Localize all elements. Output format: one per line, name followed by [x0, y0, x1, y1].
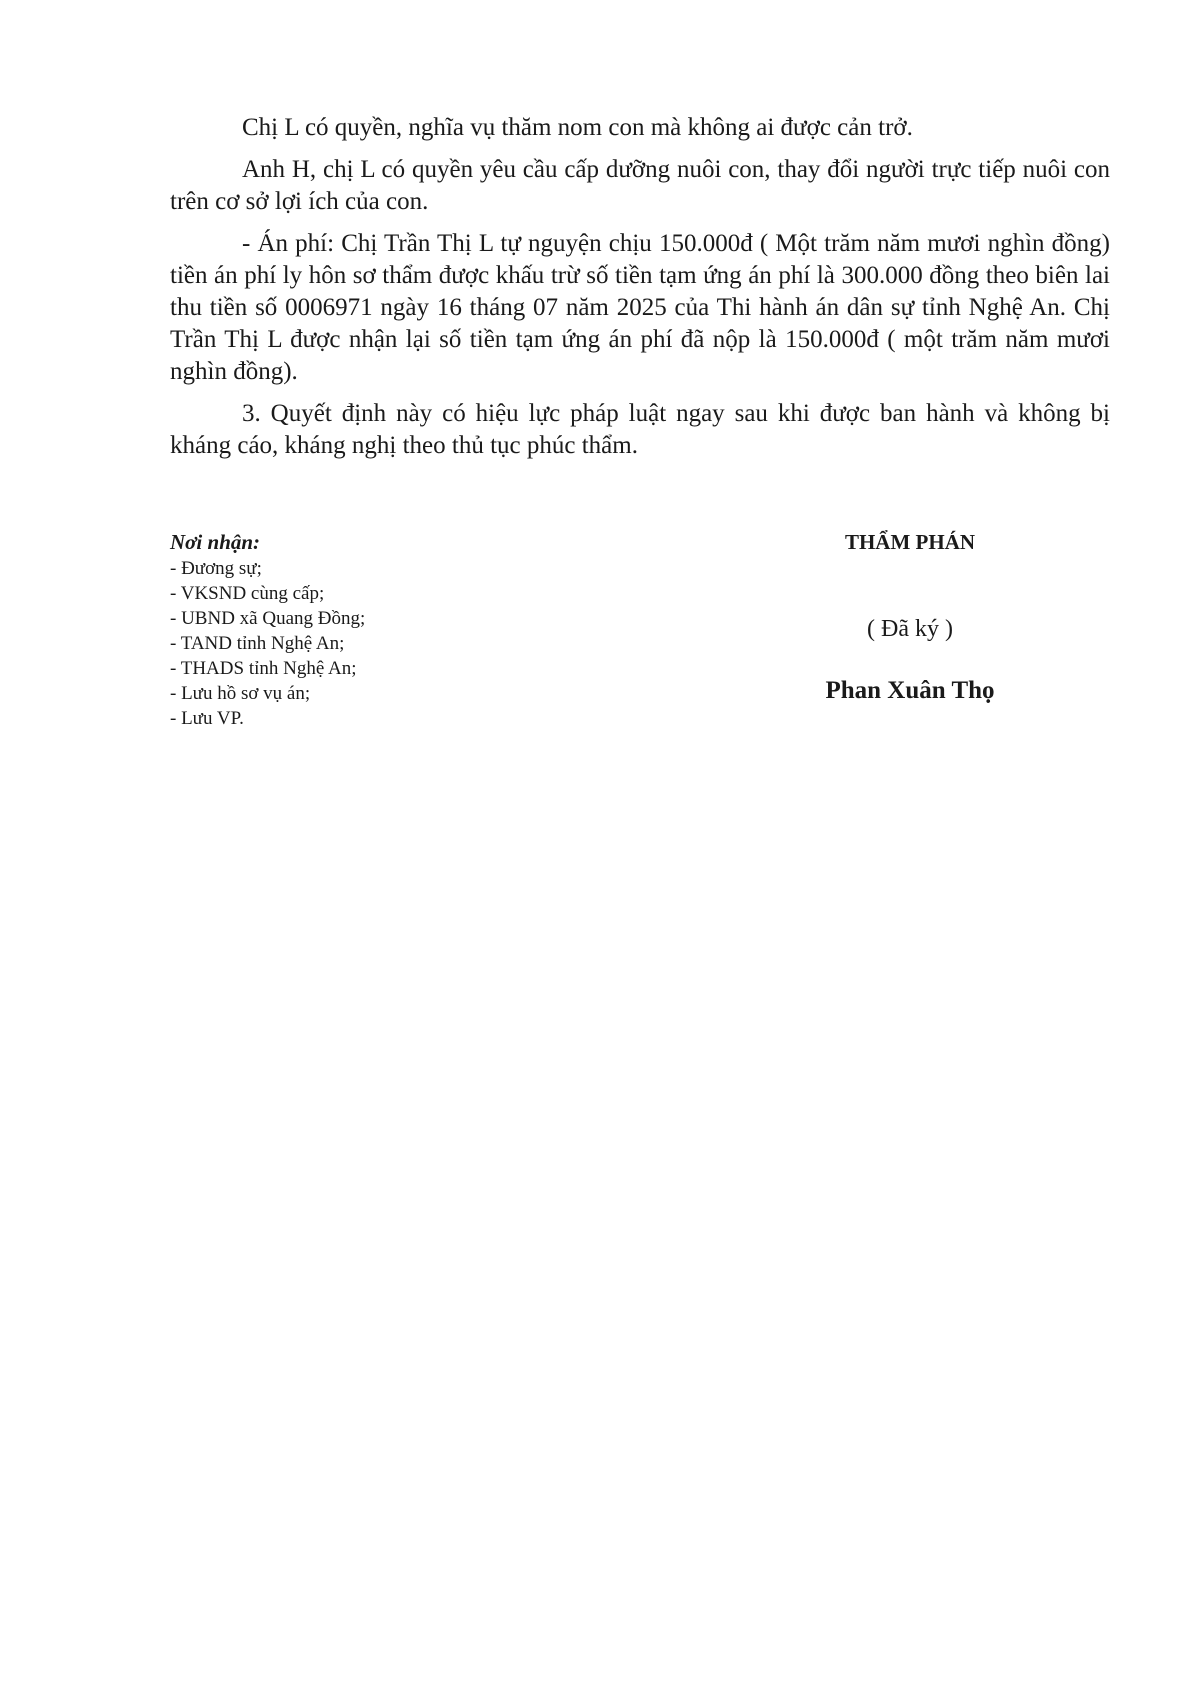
paragraph-visitation-right: Chị L có quyền, nghĩa vụ thăm nom con mà không ai được cản trở. [242, 114, 913, 141]
recipient-item: - Lưu VP. [170, 708, 244, 729]
recipients-title: Nơi nhận: [170, 530, 261, 554]
recipients-block [170, 528, 590, 731]
recipient-item: - VKSND cùng cấp; [170, 583, 325, 604]
recipient-item: - Đương sự; [170, 558, 262, 579]
recipient-item: - THADS tỉnh Nghệ An; [170, 658, 357, 679]
signature-block [760, 528, 1060, 706]
signer-name: Phan Xuân Thọ [825, 677, 995, 704]
paragraph-court-fee: - Án phí: Chị Trần Thị L tự nguyện chịu 150.000đ ( Một trăm năm mươi nghìn đồng) tiền án phí ly hôn sơ thẩm được khấu trừ số tiền tạm ứng án phí là 300.000 đồng theo biên lai thu tiền số 0006971 ngày 16 tháng 07 năm 2025 của Thi hành án dân sự tỉnh Nghệ An. Chị Trần Thị L được nhận lại số tiền tạm ứng án phí đã nộp là 150.000đ ( một trăm năm mươi nghìn đồng). [170, 230, 1110, 385]
signed-status: ( Đã ký ) [867, 616, 953, 642]
recipient-item: - UBND xã Quang Đồng; [170, 608, 366, 629]
paragraph-child-support: Anh H, chị L có quyền yêu cầu cấp dưỡng nuôi con, thay đổi người trực tiếp nuôi con trên cơ sở lợi ích của con. [170, 156, 1110, 215]
recipients-list [170, 556, 590, 731]
recipient-item: - Lưu hồ sơ vụ án; [170, 683, 311, 704]
recipient-item: - TAND tỉnh Nghệ An; [170, 633, 345, 654]
decision-body [170, 112, 1110, 472]
paragraph-effectiveness: 3. Quyết định này có hiệu lực pháp luật ngay sau khi được ban hành và không bị kháng cáo, kháng nghị theo thủ tục phúc thẩm. [170, 400, 1110, 459]
signer-title: THẨM PHÁN [844, 530, 976, 554]
